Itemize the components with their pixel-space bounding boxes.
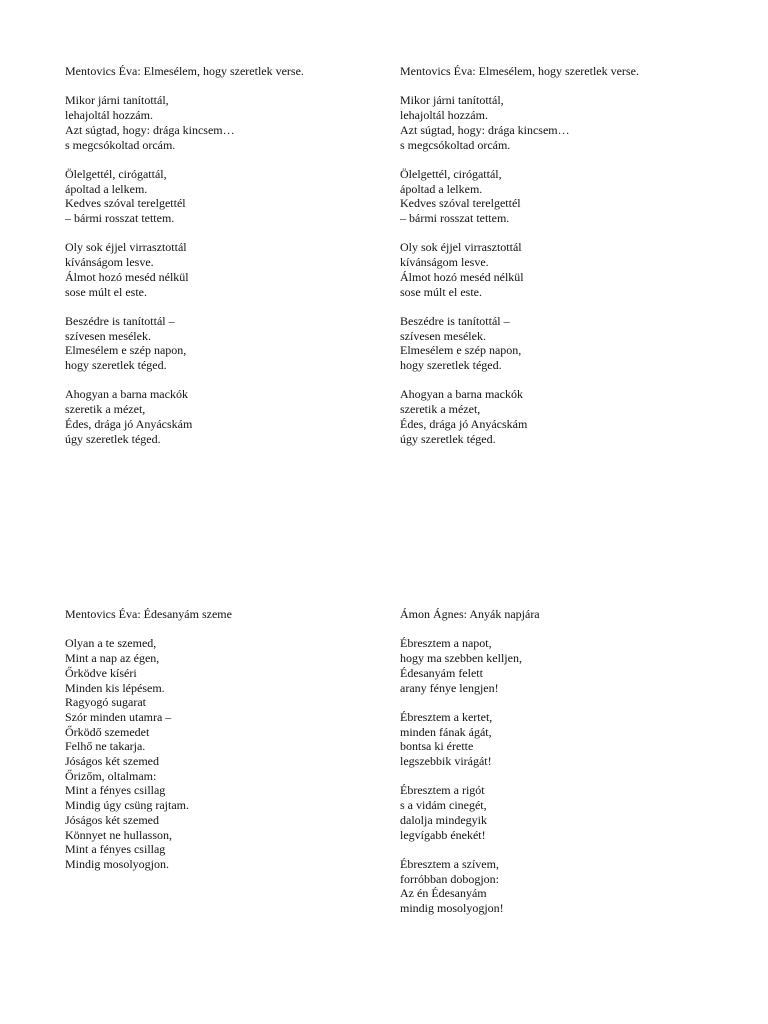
poem-line: Kedves szóval terelgettél: [65, 196, 186, 211]
poem-line: Ragyogó sugarat: [65, 695, 146, 710]
poem-line: hogy szeretlek téged.: [400, 358, 502, 372]
poem-line: Szór minden utamra –: [65, 709, 172, 724]
poem-line: Kedves szóval terelgettél: [400, 196, 521, 211]
poem-block-3: [65, 607, 395, 886]
poem-title: Ámon Ágnes: Anyák napjára: [400, 607, 540, 621]
poem-line: úgy szeretlek téged.: [400, 431, 496, 446]
poem-line: minden fának ágát,: [400, 724, 492, 739]
poem-line: sose múlt el este.: [400, 284, 482, 299]
poem-line: bontsa ki érette: [400, 739, 474, 754]
poem-line: Mindig úgy csüng rajtam.: [65, 798, 189, 813]
poem-line: Őrizőm, oltalmam:: [65, 768, 157, 783]
poem-stanza: [65, 240, 395, 299]
poem-stanza: [400, 93, 730, 152]
poem-line: Ébresztem a napot,: [400, 636, 492, 651]
poem-line: Azt súgtad, hogy: drága kincsem…: [400, 122, 570, 137]
poem-line: szívesen mesélek.: [65, 328, 151, 343]
poem-title: Mentovics Éva: Elmesélem, hogy szeretlek verse.: [400, 64, 639, 78]
poem-stanza: [400, 167, 730, 226]
poem-line: hogy szeretlek téged.: [65, 358, 167, 372]
poem-stanza: [400, 710, 730, 769]
poem-line: – bármi rosszat tettem.: [400, 211, 510, 225]
poem-line: Mint a nap az égen,: [65, 651, 160, 666]
poem-line: szívesen mesélek.: [400, 328, 486, 343]
poem-line: arany fénye lengjen!: [400, 680, 499, 695]
poem-block-1: [65, 64, 395, 461]
poem-line: hogy ma szebben kelljen,: [400, 651, 522, 666]
poem-line: Őrködve kíséri: [65, 665, 137, 680]
poem-line: Beszédre is tanítottál –: [400, 313, 510, 328]
poem-line: kívánságom lesve.: [400, 255, 489, 270]
poem-line: szeretik a mézet,: [65, 402, 146, 417]
poem-line: Édes, drága jó Anyácskám: [65, 416, 193, 431]
poem-line: szeretik a mézet,: [400, 402, 481, 417]
poem-title: Mentovics Éva: Elmesélem, hogy szeretlek verse.: [65, 64, 304, 78]
poem-line: – bármi rosszat tettem.: [65, 211, 175, 225]
poem-line: Álmot hozó meséd nélkül: [65, 269, 189, 284]
poem-line: forróbban dobogjon:: [400, 871, 499, 886]
poem-stanza: [400, 387, 730, 446]
poem-line: Mint a fényes csillag: [65, 842, 166, 857]
poem-line: Oly sok éjjel virrasztottál: [400, 240, 522, 255]
poem-line: Jóságos két szemed: [65, 812, 159, 827]
poem-title: Mentovics Éva: Édesanyám szeme: [65, 607, 232, 621]
poem-line: legvígabb énekét!: [400, 827, 486, 842]
poem-line: legszebbik virágát!: [400, 754, 492, 768]
poem-line: Elmesélem e szép napon,: [400, 343, 522, 358]
poem-line: Az én Édesanyám: [400, 886, 487, 901]
poem-stanza: [65, 93, 395, 152]
poem-line: ápoltad a lelkem.: [65, 181, 148, 196]
poem-line: Elmesélem e szép napon,: [65, 343, 187, 358]
poem-line: Álmot hozó meséd nélkül: [400, 269, 524, 284]
poem-stanza: [400, 240, 730, 299]
poem-line: s megcsókoltad orcám.: [400, 137, 511, 152]
poem-line: Mikor járni tanítottál,: [400, 93, 504, 108]
poem-stanza: [65, 314, 395, 373]
poem-stanza: [400, 857, 730, 916]
poem-line: sose múlt el este.: [65, 284, 147, 299]
poem-line: Ölelgettél, cirógattál,: [65, 166, 167, 181]
poem-line: Minden kis lépésem.: [65, 680, 165, 695]
poem-stanza: [65, 167, 395, 226]
poem-line: dalolja mindegyik: [400, 812, 487, 827]
poem-stanza: [65, 636, 395, 871]
poem-line: Könnyet ne hullasson,: [65, 827, 172, 842]
poem-line: Ébresztem a rigót: [400, 783, 485, 798]
poem-line: Őrködő szemedet: [65, 724, 150, 739]
poem-stanza: [400, 314, 730, 373]
poem-line: Azt súgtad, hogy: drága kincsem…: [65, 122, 235, 137]
poem-line: Mikor járni tanítottál,: [65, 93, 169, 108]
poem-line: Ölelgettél, cirógattál,: [400, 166, 502, 181]
poem-block-4: [400, 607, 730, 930]
poem-line: Ébresztem a szívem,: [400, 856, 499, 871]
poem-line: s megcsókoltad orcám.: [65, 137, 176, 152]
poem-stanza: [400, 636, 730, 695]
poem-line: Felhő ne takarja.: [65, 739, 146, 754]
poem-line: ápoltad a lelkem.: [400, 181, 483, 196]
poem-line: Beszédre is tanítottál –: [65, 313, 175, 328]
poem-line: Ébresztem a kertet,: [400, 709, 493, 724]
poem-line: úgy szeretlek téged.: [65, 431, 161, 446]
poem-line: Édes, drága jó Anyácskám: [400, 416, 528, 431]
poem-line: Mindig mosolyogjon.: [65, 856, 170, 871]
poem-line: kívánságom lesve.: [65, 255, 154, 270]
poem-block-2: [400, 64, 730, 461]
poem-line: lehajoltál hozzám.: [65, 108, 153, 123]
poem-stanza: [400, 783, 730, 842]
poem-line: Mint a fényes csillag: [65, 783, 166, 798]
poem-line: Ahogyan a barna mackók: [65, 387, 188, 402]
poem-line: s a vidám cinegét,: [400, 798, 487, 813]
poem-line: Ahogyan a barna mackók: [400, 387, 523, 402]
poem-line: Oly sok éjjel virrasztottál: [65, 240, 187, 255]
poem-line: Édesanyám felett: [400, 665, 483, 680]
poem-line: Olyan a te szemed,: [65, 636, 157, 651]
poem-line: mindig mosolyogjon!: [400, 901, 504, 915]
poem-stanza: [65, 387, 395, 446]
poem-line: lehajoltál hozzám.: [400, 108, 488, 123]
poem-line: Jóságos két szemed: [65, 754, 159, 769]
